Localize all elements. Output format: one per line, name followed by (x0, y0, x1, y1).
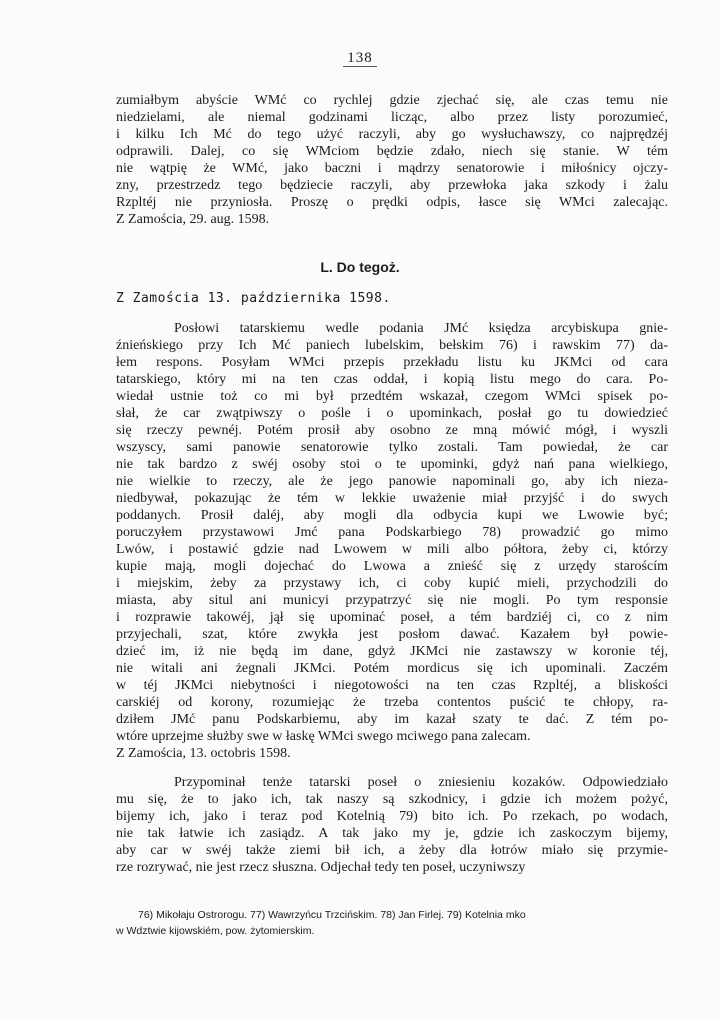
letter-dateline: Z Zamościa 13. października 1598. (116, 291, 391, 306)
letter-line: i miejskim, żeby za przystawy ich, ci coby kupić mieli, przychodzili do (116, 576, 668, 591)
letter-line: Lwów, i postawić gdzie nad Lwowem w mili albo półtora, żeby ci, którzy (116, 542, 668, 557)
intro-line: odprawili. Dalej, co się WMciom będzie zdało, niech się stanie. W tém (116, 144, 668, 159)
letter-line: wiedał ustnie toż co mi był przedtém wskazał, czegom WMci spisek po- (116, 389, 668, 404)
postscript-line: nie tak łatwie ich zasiądz. A tak jako my je, gdzie ich zaskoczym bijemy, (116, 826, 668, 841)
letter-line: Posłowi tatarskiemu wedle podania JMć księdza arcybiskupa gnie- (174, 321, 668, 336)
letter-line: nie wielkie to rzeczy, ale że jego panowie napominali go, aby ich nieza- (116, 474, 668, 489)
letter-line: słał, że car zwątpiwszy o pośle i o upominkach, posłał go tu dowiedzieć (116, 406, 668, 421)
letter-line: tatarskiego, który mi na ten czas oddał, i kopią listu mego do cara. Po- (116, 372, 668, 387)
letter-line: kupie mają, mogli dojechać do Lwowa a znieść się z urzędy staroścím (116, 559, 668, 574)
letter-line: wtóre uprzejme służby swe w łaskę WMci swego mciwego pana zalecam. (116, 729, 531, 744)
intro-line: Rzpltéj nie przyniosła. Proszę o prędki odpis, łasce się WMci zalecając. (116, 195, 668, 210)
letter-line: Z Zamościa, 13. octobris 1598. (116, 746, 291, 761)
footnotes (116, 907, 668, 939)
letter-line: nie witali ani żegnali JKMci. Potém mordicus się ich upominali. Zaczém (116, 661, 668, 676)
postscript-line: rze rozrywać, nie jest rzecz słuszna. Odjechał tedy ten poseł, uczyniwszy (116, 860, 526, 875)
page-number (0, 50, 720, 67)
letter-line: carskiéj od korony, rozumiejąc że trzeba contentos puścić te chłopy, ra- (116, 695, 668, 710)
letter-line: w téj JKMci niebytności i niegotowości na ten czas Rzpltéj, a bliskości (116, 678, 668, 693)
intro-line: nie wątpię że WMć, jako baczni i mądrzy senatorowie i miłośnicy ojczy- (116, 161, 668, 176)
intro-line: zny, przestrzedz tego będziecie raczyli, aby przewłoka jaka szkody i żalu (116, 178, 668, 193)
postscript-line: aby car w swéj także ziemi bił ich, a żeby dla łotrów miało się przymie- (116, 843, 668, 858)
letter-heading: L. Do tegoż. (320, 259, 400, 275)
footnote-line: w Wdztwie kijowskiém, pow. żytomierskim. (116, 925, 315, 937)
intro-line: Z Zamościa, 29. aug. 1598. (116, 212, 270, 227)
letter-body (116, 320, 668, 762)
letter-line: dziłem JMć panu Podskarbiemu, aby im kazał szaty te dać. Z tém po- (116, 712, 668, 727)
letter-line: dzieć im, iż nie będą im dane, gdyż JKMci nie zastawszy w koronie téj, (116, 644, 668, 659)
letter-line: źnieńskiego przy Ich Mć paniech lubelskim, bełskim 76) i rawskim 77) da- (116, 338, 668, 353)
footnote-line: 76) Mikołaju Ostrorogu. 77) Wawrzyńcu Trzcińskim. 78) Jan Firlej. 79) Kotelnia mko (138, 909, 526, 921)
postscript-line: Przypominał tenże tatarski poseł o zniesieniu kozaków. Odpowiedziało (174, 775, 668, 790)
postscript-paragraph (116, 774, 668, 876)
letter-line: przyjechali, szat, które zwykła jest posłom dawać. Kazałem był powie- (116, 627, 668, 642)
letter-line: poruczyłem przystawowi Jmć pana Podskarbiego 78) prowadzić go mimo (116, 525, 668, 540)
letter-line: łem respons. Posyłam WMci przepis przekładu listu ku JKMci od cara (116, 355, 668, 370)
intro-paragraph (116, 92, 668, 228)
letter-line: wszyscy, sami panowie senatorowie tylko zostali. Tam powiedał, że car (116, 440, 668, 455)
letter-line: niedbywał, pokazując że tém w lekkie uważenie miał przyjść i do swych (116, 491, 668, 506)
letter-line: miasta, aby situl ani municyi przypatrzyć się nie mogli. Po tym responsie (116, 593, 668, 608)
intro-line: i kilku Ich Mć do tego użyć raczyli, aby go wysłuchawszy, co najprędzéj (116, 127, 668, 142)
intro-line: zumiałbym abyście WMć co rychlej gdzie zjechać się, ale czas temu nie (116, 93, 668, 108)
postscript-line: bijemy ich, jako i teraz pod Kotelnią 79) bito ich. Po rzekach, po wodach, (116, 809, 668, 824)
letter-line: nie tak bardzo z swéj osoby stoi o te upominki, gdyż nań pana wielkiego, (116, 457, 668, 472)
intro-line: niedzielami, ale niemal godzinami licząc, albo przez listy porozumieć, (116, 110, 668, 125)
page-number-text: 138 (343, 50, 377, 67)
letter-line: poddanych. Prosił daléj, aby mogli dla odbycia kupi we Lwowie być; (116, 508, 668, 523)
postscript-line: mu się, że to jako ich, tak naszy są szkodnicy, i gdzie ich możem pożyć, (116, 792, 668, 807)
letter-line: i rozprawie takowéj, jął się upominać poseł, a tém bardziéj ci, co z nim (116, 610, 668, 625)
letter-line: się rzeczy pewnéj. Potém prosił aby osobno ze mną mówić mógł, i wyszli (116, 423, 668, 438)
